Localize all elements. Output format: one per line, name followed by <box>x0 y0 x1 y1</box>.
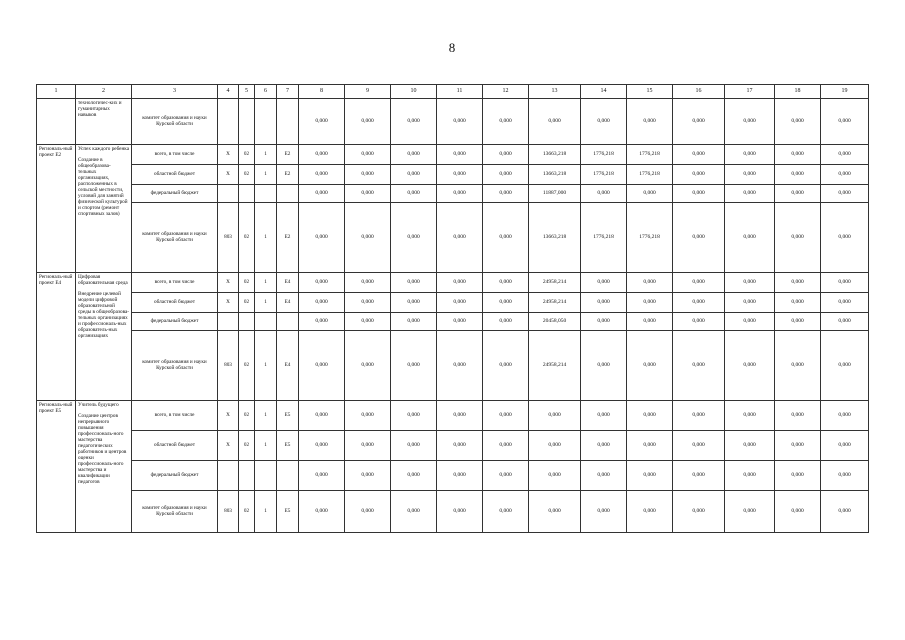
amount-cell: 0,000 <box>725 145 775 165</box>
amount-cell: 0,000 <box>391 203 437 273</box>
program-name: Региональ-ный проект Е2 <box>37 145 76 273</box>
table-row <box>37 293 869 313</box>
code-grbs <box>218 313 239 331</box>
code-csr: Е4 <box>277 273 299 293</box>
amount-cell: 0,000 <box>437 273 483 293</box>
amount-cell: 11887,000 <box>529 185 581 203</box>
code-grbs: 803 <box>218 203 239 273</box>
funding-source: комитет образования и науки Курской области <box>132 99 218 145</box>
amount-cell: 0,000 <box>437 331 483 401</box>
amount-cell: 0,000 <box>673 431 725 461</box>
funding-source: областной бюджет <box>132 431 218 461</box>
table-row <box>37 491 869 533</box>
event-description <box>76 401 132 533</box>
amount-cell: 0,000 <box>821 431 869 461</box>
amount-cell: 0,000 <box>775 293 821 313</box>
amount-cell: 0,000 <box>775 165 821 185</box>
code-pr <box>255 461 277 491</box>
amount-cell: 24958,214 <box>529 331 581 401</box>
code-pr <box>255 185 277 203</box>
amount-cell: 0,000 <box>673 99 725 145</box>
amount-cell: 0,000 <box>391 461 437 491</box>
amount-cell: 0,000 <box>391 165 437 185</box>
amount-cell: 0,000 <box>775 145 821 165</box>
column-number: 6 <box>255 85 277 99</box>
amount-cell: 0,000 <box>391 331 437 401</box>
code-csr: Е2 <box>277 145 299 165</box>
amount-cell: 0,000 <box>437 401 483 431</box>
amount-cell: 0,000 <box>581 99 627 145</box>
amount-cell: 0,000 <box>581 431 627 461</box>
amount-cell: 0,000 <box>673 185 725 203</box>
amount-cell: 0,000 <box>627 273 673 293</box>
amount-cell: 0,000 <box>581 273 627 293</box>
table-row <box>37 331 869 401</box>
amount-cell: 0,000 <box>345 273 391 293</box>
amount-cell: 0,000 <box>775 431 821 461</box>
amount-cell: 0,000 <box>437 293 483 313</box>
amount-cell: 0,000 <box>483 331 529 401</box>
amount-cell: 0,000 <box>581 491 627 533</box>
program-name: Региональ-ный проект Е4 <box>37 273 76 401</box>
amount-cell: 0,000 <box>437 431 483 461</box>
amount-cell: 0,000 <box>391 491 437 533</box>
amount-cell: 0,000 <box>673 203 725 273</box>
amount-cell: 0,000 <box>581 293 627 313</box>
amount-cell: 0,000 <box>775 273 821 293</box>
funding-source: областной бюджет <box>132 165 218 185</box>
amount-cell: 0,000 <box>673 273 725 293</box>
amount-cell: 0,000 <box>483 185 529 203</box>
code-rz <box>239 99 255 145</box>
amount-cell: 0,000 <box>821 491 869 533</box>
code-pr: 1 <box>255 331 277 401</box>
amount-cell: 0,000 <box>627 99 673 145</box>
amount-cell: 1776,218 <box>581 165 627 185</box>
code-grbs: X <box>218 293 239 313</box>
amount-cell: 0,000 <box>725 431 775 461</box>
amount-cell: 0,000 <box>725 461 775 491</box>
column-number: 12 <box>483 85 529 99</box>
code-pr: 1 <box>255 145 277 165</box>
amount-cell: 0,000 <box>391 185 437 203</box>
program-name <box>37 99 76 145</box>
event-title: Учитель будущего <box>78 402 119 408</box>
column-number: 1 <box>37 85 76 99</box>
amount-cell: 0,000 <box>437 491 483 533</box>
amount-cell: 0,000 <box>345 491 391 533</box>
table-row <box>37 203 869 273</box>
table-row <box>37 145 869 165</box>
amount-cell: 0,000 <box>775 99 821 145</box>
code-csr: Е2 <box>277 165 299 185</box>
code-grbs: 803 <box>218 331 239 401</box>
amount-cell: 0,000 <box>299 185 345 203</box>
column-number: 9 <box>345 85 391 99</box>
amount-cell: 0,000 <box>299 99 345 145</box>
amount-cell: 0,000 <box>345 165 391 185</box>
amount-cell: 0,000 <box>299 331 345 401</box>
column-number-row <box>37 85 869 99</box>
amount-cell: 0,000 <box>391 401 437 431</box>
column-number: 3 <box>132 85 218 99</box>
code-rz <box>239 185 255 203</box>
code-pr: 1 <box>255 491 277 533</box>
amount-cell: 0,000 <box>581 461 627 491</box>
code-rz: 02 <box>239 293 255 313</box>
amount-cell: 1776,218 <box>627 203 673 273</box>
code-grbs: X <box>218 273 239 293</box>
event-title: Успех каждого ребенка <box>78 146 129 152</box>
code-grbs: X <box>218 401 239 431</box>
amount-cell: 13663,218 <box>529 165 581 185</box>
code-grbs <box>218 185 239 203</box>
amount-cell: 20458,050 <box>529 313 581 331</box>
amount-cell: 0,000 <box>391 99 437 145</box>
event-title: Цифровая образовательная среда <box>78 274 128 286</box>
amount-cell: 0,000 <box>775 491 821 533</box>
amount-cell: 0,000 <box>627 293 673 313</box>
code-rz <box>239 313 255 331</box>
amount-cell: 0,000 <box>299 461 345 491</box>
amount-cell: 0,000 <box>437 185 483 203</box>
funding-source: всего, в том числе <box>132 401 218 431</box>
amount-cell: 0,000 <box>821 331 869 401</box>
column-number: 2 <box>76 85 132 99</box>
table-row <box>37 461 869 491</box>
code-csr <box>277 313 299 331</box>
amount-cell: 0,000 <box>437 165 483 185</box>
amount-cell: 0,000 <box>529 99 581 145</box>
code-rz: 02 <box>239 331 255 401</box>
amount-cell: 0,000 <box>725 331 775 401</box>
amount-cell: 0,000 <box>437 203 483 273</box>
amount-cell: 0,000 <box>821 461 869 491</box>
amount-cell: 0,000 <box>345 185 391 203</box>
code-pr: 1 <box>255 431 277 461</box>
code-grbs: 803 <box>218 491 239 533</box>
code-rz: 02 <box>239 491 255 533</box>
code-rz: 02 <box>239 165 255 185</box>
code-csr: Е4 <box>277 331 299 401</box>
amount-cell: 0,000 <box>437 145 483 165</box>
column-number: 13 <box>529 85 581 99</box>
amount-cell: 0,000 <box>483 491 529 533</box>
amount-cell: 0,000 <box>673 401 725 431</box>
page-number: 8 <box>448 40 456 55</box>
amount-cell: 0,000 <box>775 313 821 331</box>
amount-cell: 0,000 <box>391 293 437 313</box>
amount-cell: 0,000 <box>673 331 725 401</box>
column-number: 14 <box>581 85 627 99</box>
amount-cell: 0,000 <box>821 165 869 185</box>
amount-cell: 0,000 <box>529 401 581 431</box>
amount-cell: 0,000 <box>673 145 725 165</box>
table-row <box>37 273 869 293</box>
amount-cell: 0,000 <box>345 461 391 491</box>
amount-cell: 0,000 <box>581 185 627 203</box>
column-number: 11 <box>437 85 483 99</box>
amount-cell: 0,000 <box>581 331 627 401</box>
amount-cell: 24958,214 <box>529 273 581 293</box>
event-description <box>76 99 132 145</box>
column-number: 4 <box>218 85 239 99</box>
amount-cell: 0,000 <box>821 401 869 431</box>
column-number: 15 <box>627 85 673 99</box>
amount-cell: 0,000 <box>673 491 725 533</box>
table-row <box>37 431 869 461</box>
amount-cell: 0,000 <box>673 293 725 313</box>
amount-cell: 0,000 <box>725 273 775 293</box>
amount-cell: 0,000 <box>821 313 869 331</box>
funding-source: комитет образования и науки Курской области <box>132 203 218 273</box>
amount-cell: 0,000 <box>345 401 391 431</box>
code-csr <box>277 461 299 491</box>
code-pr: 1 <box>255 401 277 431</box>
amount-cell: 0,000 <box>725 185 775 203</box>
amount-cell: 0,000 <box>345 145 391 165</box>
budget-table <box>36 84 869 533</box>
amount-cell: 0,000 <box>627 313 673 331</box>
amount-cell: 0,000 <box>529 431 581 461</box>
funding-source: федеральный бюджет <box>132 313 218 331</box>
amount-cell: 0,000 <box>299 491 345 533</box>
amount-cell: 0,000 <box>627 491 673 533</box>
event-description <box>76 273 132 401</box>
amount-cell: 0,000 <box>775 203 821 273</box>
amount-cell: 0,000 <box>299 431 345 461</box>
amount-cell: 0,000 <box>725 401 775 431</box>
amount-cell: 13663,218 <box>529 145 581 165</box>
event-detail: Создание в общеобразова-тельных организациях, расположенных в сельской местности, условий для занятий физической культурой и спортом (ремонт спортивных залов) <box>78 156 128 217</box>
amount-cell: 0,000 <box>627 431 673 461</box>
amount-cell: 0,000 <box>391 145 437 165</box>
amount-cell: 0,000 <box>581 313 627 331</box>
amount-cell: 0,000 <box>821 203 869 273</box>
amount-cell: 0,000 <box>821 145 869 165</box>
amount-cell: 1776,218 <box>627 165 673 185</box>
amount-cell: 0,000 <box>775 401 821 431</box>
amount-cell: 0,000 <box>821 273 869 293</box>
amount-cell: 0,000 <box>391 313 437 331</box>
amount-cell: 0,000 <box>391 431 437 461</box>
code-csr <box>277 99 299 145</box>
column-number: 8 <box>299 85 345 99</box>
code-grbs: X <box>218 145 239 165</box>
amount-cell: 0,000 <box>345 431 391 461</box>
funding-source: федеральный бюджет <box>132 461 218 491</box>
column-number: 19 <box>821 85 869 99</box>
column-number: 5 <box>239 85 255 99</box>
column-number: 7 <box>277 85 299 99</box>
amount-cell: 0,000 <box>725 165 775 185</box>
code-rz: 02 <box>239 145 255 165</box>
code-csr: Е5 <box>277 431 299 461</box>
amount-cell: 13663,218 <box>529 203 581 273</box>
amount-cell: 0,000 <box>725 203 775 273</box>
code-grbs: X <box>218 431 239 461</box>
amount-cell: 0,000 <box>483 293 529 313</box>
funding-source: областной бюджет <box>132 293 218 313</box>
amount-cell: 0,000 <box>673 461 725 491</box>
amount-cell: 0,000 <box>627 331 673 401</box>
code-pr: 1 <box>255 203 277 273</box>
amount-cell: 0,000 <box>483 165 529 185</box>
amount-cell: 0,000 <box>725 313 775 331</box>
code-rz: 02 <box>239 401 255 431</box>
amount-cell: 0,000 <box>391 273 437 293</box>
column-number: 18 <box>775 85 821 99</box>
amount-cell: 0,000 <box>821 293 869 313</box>
amount-cell: 0,000 <box>483 99 529 145</box>
spacer <box>78 119 129 124</box>
amount-cell: 0,000 <box>483 145 529 165</box>
amount-cell: 0,000 <box>345 203 391 273</box>
amount-cell: 0,000 <box>299 165 345 185</box>
amount-cell: 0,000 <box>299 203 345 273</box>
code-rz: 02 <box>239 273 255 293</box>
funding-source: федеральный бюджет <box>132 185 218 203</box>
event-detail: Внедрение целевой модели цифровой образовательной среды в общеобразова-тельных организациях и профессиональ-ных образователь-ных организациях <box>78 290 129 339</box>
code-pr <box>255 99 277 145</box>
code-rz: 02 <box>239 203 255 273</box>
column-number: 10 <box>391 85 437 99</box>
amount-cell: 0,000 <box>529 491 581 533</box>
event-detail: Создание центров непрерывного повышения профессиональ-ного мастерства педагогических работников и центров оценки профессиональ-ного мастерства и квалификации педагогов <box>78 412 127 485</box>
code-rz: 02 <box>239 431 255 461</box>
code-csr <box>277 185 299 203</box>
amount-cell: 0,000 <box>775 331 821 401</box>
code-grbs: X <box>218 165 239 185</box>
column-number: 17 <box>725 85 775 99</box>
funding-source: комитет образования и науки Курской области <box>132 331 218 401</box>
amount-cell: 0,000 <box>299 313 345 331</box>
amount-cell: 0,000 <box>627 401 673 431</box>
code-pr: 1 <box>255 293 277 313</box>
amount-cell: 1776,218 <box>627 145 673 165</box>
amount-cell: 0,000 <box>483 401 529 431</box>
funding-source: всего, в том числе <box>132 273 218 293</box>
amount-cell: 0,000 <box>483 461 529 491</box>
amount-cell: 0,000 <box>775 461 821 491</box>
amount-cell: 0,000 <box>673 165 725 185</box>
amount-cell: 0,000 <box>299 293 345 313</box>
amount-cell: 0,000 <box>299 401 345 431</box>
code-pr: 1 <box>255 273 277 293</box>
code-rz <box>239 461 255 491</box>
amount-cell: 0,000 <box>345 313 391 331</box>
column-number: 16 <box>673 85 725 99</box>
code-pr <box>255 313 277 331</box>
amount-cell: 0,000 <box>345 331 391 401</box>
table-row <box>37 185 869 203</box>
amount-cell: 0,000 <box>345 293 391 313</box>
code-csr: Е4 <box>277 293 299 313</box>
program-name: Региональ-ный проект Е5 <box>37 401 76 533</box>
amount-cell: 0,000 <box>581 401 627 431</box>
funding-source: комитет образования и науки Курской области <box>132 491 218 533</box>
event-title: технологичес-ких и гуманитарных навыков <box>78 100 122 118</box>
table-row <box>37 99 869 145</box>
amount-cell: 0,000 <box>725 491 775 533</box>
amount-cell: 0,000 <box>821 99 869 145</box>
amount-cell: 0,000 <box>437 313 483 331</box>
code-grbs <box>218 99 239 145</box>
funding-source: всего, в том числе <box>132 145 218 165</box>
amount-cell: 0,000 <box>299 273 345 293</box>
amount-cell: 1776,218 <box>581 203 627 273</box>
amount-cell: 24958,214 <box>529 293 581 313</box>
amount-cell: 0,000 <box>627 185 673 203</box>
table-row <box>37 165 869 185</box>
code-grbs <box>218 461 239 491</box>
event-description <box>76 145 132 273</box>
amount-cell: 1776,218 <box>581 145 627 165</box>
amount-cell: 0,000 <box>345 99 391 145</box>
amount-cell: 0,000 <box>529 461 581 491</box>
amount-cell: 0,000 <box>483 203 529 273</box>
code-csr: Е2 <box>277 203 299 273</box>
amount-cell: 0,000 <box>483 273 529 293</box>
amount-cell: 0,000 <box>483 431 529 461</box>
amount-cell: 0,000 <box>437 461 483 491</box>
amount-cell: 0,000 <box>775 185 821 203</box>
amount-cell: 0,000 <box>483 313 529 331</box>
code-csr: Е5 <box>277 491 299 533</box>
amount-cell: 0,000 <box>437 99 483 145</box>
code-pr: 1 <box>255 165 277 185</box>
amount-cell: 0,000 <box>725 293 775 313</box>
code-csr: Е5 <box>277 401 299 431</box>
amount-cell: 0,000 <box>299 145 345 165</box>
amount-cell: 0,000 <box>627 461 673 491</box>
table-row <box>37 401 869 431</box>
amount-cell: 0,000 <box>673 313 725 331</box>
amount-cell: 0,000 <box>821 185 869 203</box>
table-row <box>37 313 869 331</box>
amount-cell: 0,000 <box>725 99 775 145</box>
